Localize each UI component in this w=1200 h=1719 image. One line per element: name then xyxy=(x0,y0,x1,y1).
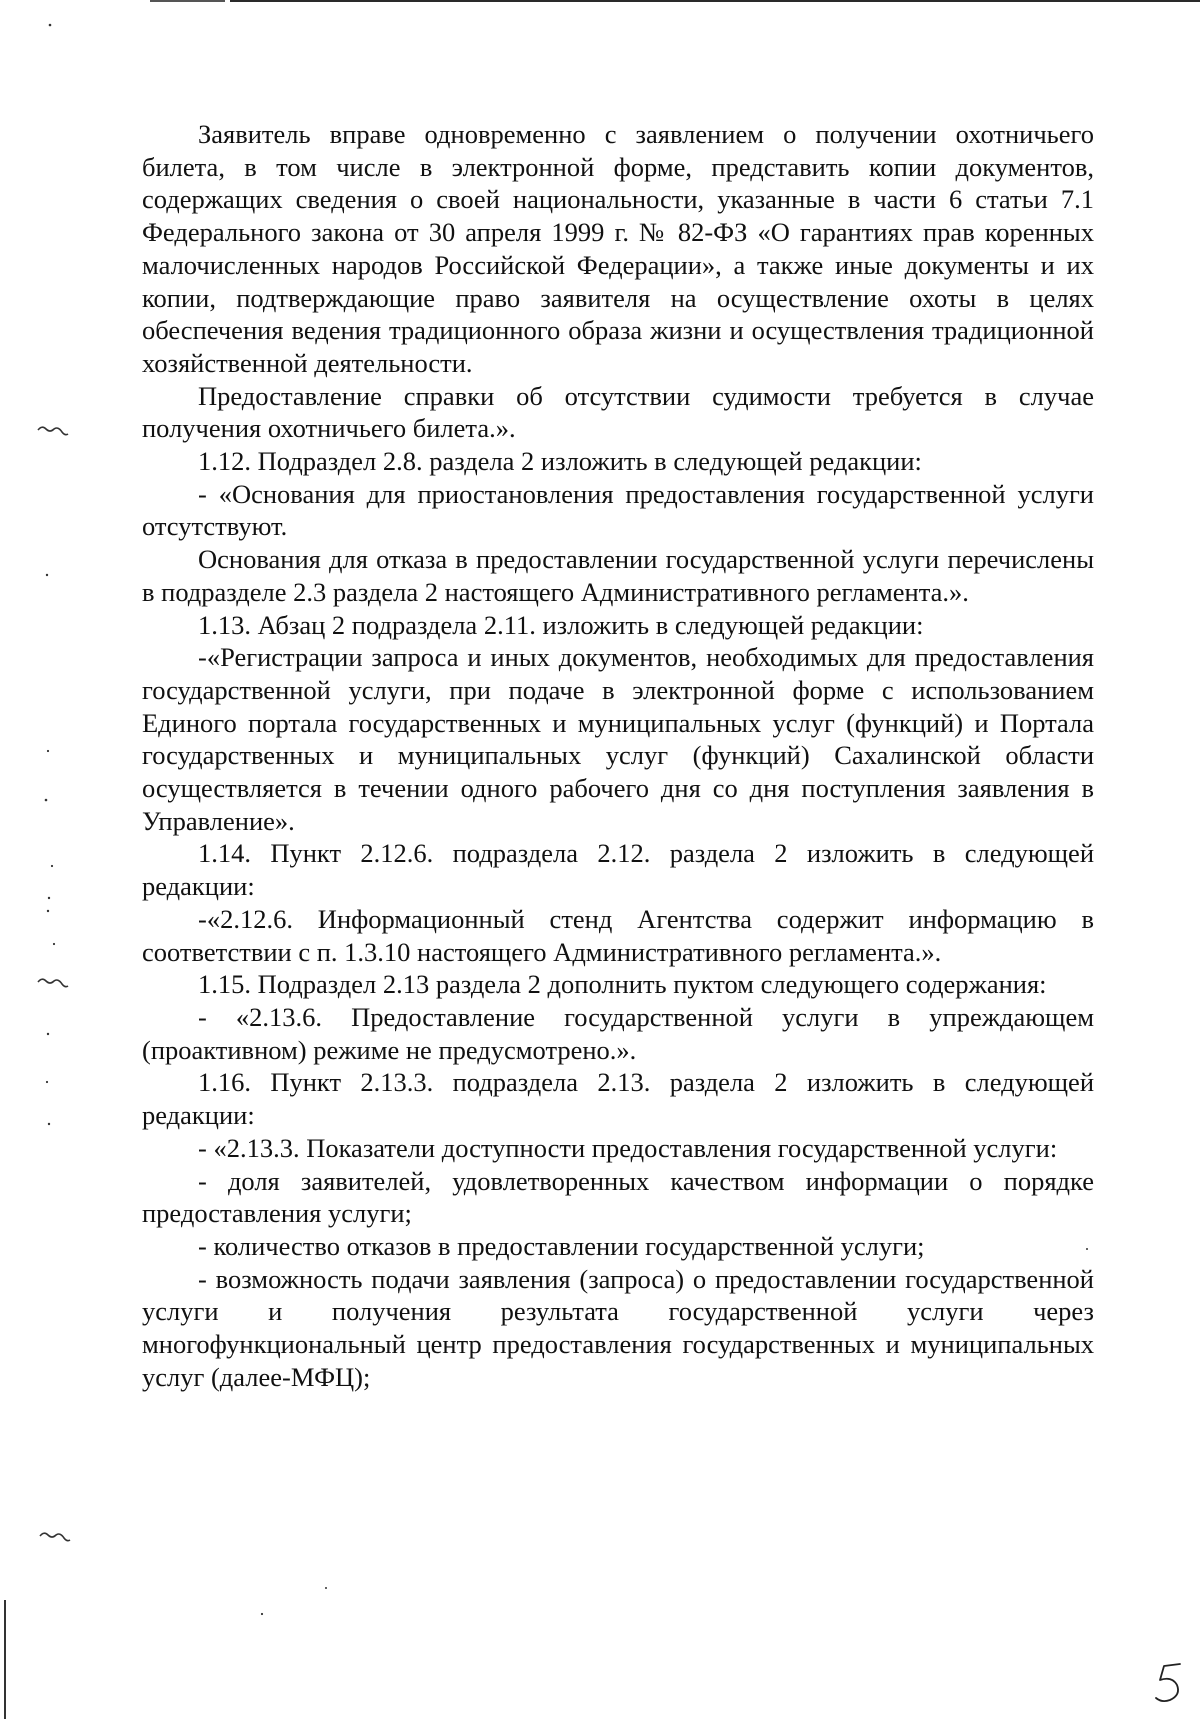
document-body xyxy=(142,118,1094,1393)
paragraph-applicant-documents: Заявитель вправе одновременно с заявлением о получении охотничьего билета, в том числе в электронной форме, представить копии документов, содержащих сведения о своей национальности, указанные в части 6 статьи 7.1 Федерального закона от 30 апреля 1999 г. № 82-ФЗ «О гарантиях прав коренных малочисленных народов Российской Федерации», а также иные документы и их копии, подтверждающие право заявителя на осуществление охоты в целях обеспечения ведения традиционного образа жизни и осуществления традиционной хозяйственной деятельности. xyxy=(142,119,1094,378)
paragraph-refusal-grounds: Основания для отказа в предоставлении государственной услуги перечислены в подразделе 2.3 раздела 2 настоящего Административного регламента.». xyxy=(142,544,1094,607)
paragraph-item-1-14: 1.14. Пункт 2.12.6. подраздела 2.12. раздела 2 изложить в следующей редакции: xyxy=(142,838,1094,902)
paragraph-item-1-12: 1.12. Подраздел 2.8. раздела 2 изложить в следующей редакции: xyxy=(198,446,922,477)
paragraph-mfc-submission: - возможность подачи заявления (запроса) о предоставлении государственной услуги и получения результата государственной услуги через многофункциональный центр предоставления государственных и муниципальных услуг (далее-МФЦ); xyxy=(142,1263,1094,1392)
paragraph-item-1-16: 1.16. Пункт 2.13.3. подраздела 2.13. раздела 2 изложить в следующей редакции: xyxy=(142,1067,1094,1131)
paragraph-proactive-mode: - «2.13.6. Предоставление государственной услуги в упреждающем (проактивном) режиме не предусмотрено.». xyxy=(142,1001,1094,1065)
paragraph-criminal-record-certificate: Предоставление справки об отсутствии судимости требуется в случае получения охотничьего билета.». xyxy=(142,380,1094,444)
paragraph-refusal-count: - количество отказов в предоставлении государственной услуги; xyxy=(198,1230,925,1261)
paragraph-item-1-15: 1.15. Подраздел 2.13 раздела 2 дополнить пуктом следующего содержания: xyxy=(198,969,1047,1000)
paragraph-applicant-share: - доля заявителей, удовлетворенных качеством информации о порядке предоставления услуги; xyxy=(142,1165,1094,1229)
paragraph-suspension-grounds: - «Основания для приостановления предоставления государственной услуги отсутствуют. xyxy=(142,478,1094,542)
paragraph-item-1-13: 1.13. Абзац 2 подраздела 2.11. изложить в следующей редакции: xyxy=(198,609,924,640)
paragraph-info-stand: -«2.12.6. Информационный стенд Агентства содержит информацию в соответствии с п. 1.3.10 настоящего Административного регламента.». xyxy=(142,903,1094,967)
handwritten-page-number xyxy=(1150,1660,1186,1706)
paragraph-registration: -«Регистрации запроса и иных документов, необходимых для предоставления государственной услуги, при подаче в электронной форме с использованием Единого портала государственных и муниципальных услуг (функций) и Портала государственных и муниципальных услуг (функций) Сахалинской области осуществляется в течении одного рабочего дня со дня поступления заявления в Управление». xyxy=(142,642,1094,836)
paragraph-accessibility-indicators: - «2.13.3. Показатели доступности предоставления государственной услуги: xyxy=(198,1132,1058,1163)
